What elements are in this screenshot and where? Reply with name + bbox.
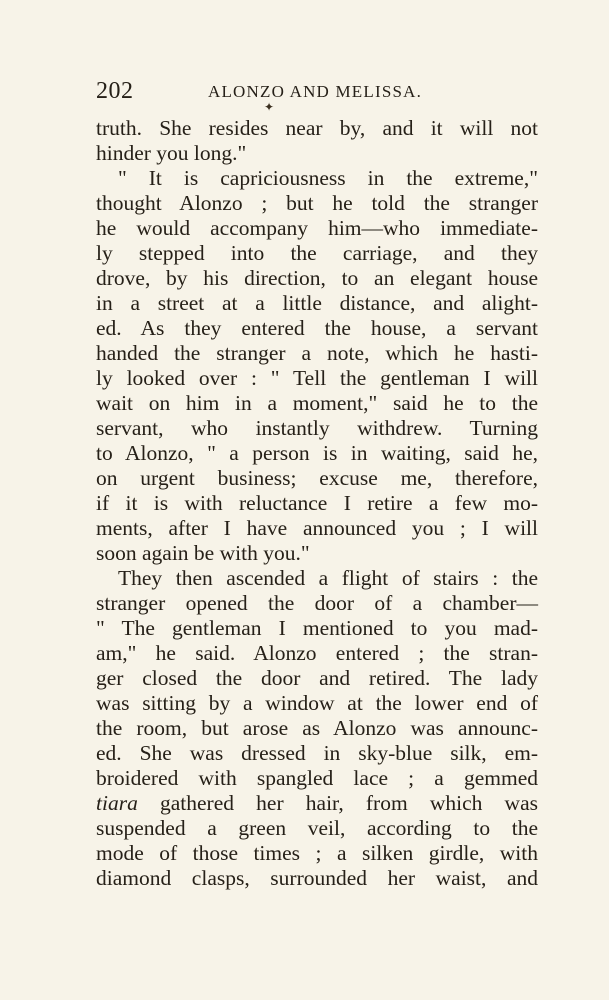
ink-speck: ✦	[264, 100, 275, 114]
running-head	[96, 78, 536, 108]
text-line: ly stepped into the carriage, and they	[96, 241, 538, 265]
text-line: ly looked over : " Tell the gentleman I will	[96, 366, 538, 390]
text-line: " It is capriciousness in the extreme,"	[118, 166, 538, 190]
text-line: diamond clasps, surrounded her waist, and	[96, 866, 538, 890]
text-line: in a street at a little distance, and alight-	[96, 291, 538, 315]
text-line: stranger opened the door of a chamber—	[96, 591, 538, 615]
text-line: mode of those times ; a silken girdle, with	[96, 841, 538, 865]
text-line: he would accompany him—who immediate-	[96, 216, 538, 240]
text-line: wait on him in a moment," said he to the	[96, 391, 538, 415]
running-title: ALONZO AND MELISSA.	[208, 82, 423, 101]
text-line: handed the stranger a note, which he hasti-	[96, 341, 538, 365]
text-line: ed. As they entered the house, a servant	[96, 316, 538, 340]
text-line: hinder you long."	[96, 141, 247, 165]
text-line: drove, by his direction, to an elegant house	[96, 266, 538, 290]
text-line: ments, after I have announced you ; I will	[96, 516, 538, 540]
text-line: soon again be with you."	[96, 541, 310, 565]
text-line: They then ascended a flight of stairs : the	[118, 566, 538, 590]
body-text	[96, 116, 538, 891]
text-line: on urgent business; excuse me, therefore,	[96, 466, 538, 490]
text-line: truth. She resides near by, and it will not	[96, 116, 538, 140]
text-line: ed. She was dressed in sky-blue silk, em-	[96, 741, 538, 765]
page-number: 202	[96, 78, 134, 104]
text-line: broidered with spangled lace ; a gemmed	[96, 766, 538, 790]
text-line: am," he said. Alonzo entered ; the stran-	[96, 641, 538, 665]
text-line: tiara gathered her hair, from which was	[96, 791, 538, 815]
text-line: " The gentleman I mentioned to you mad-	[96, 616, 538, 640]
italic-word: tiara	[96, 791, 138, 815]
text-line: servant, who instantly withdrew. Turning	[96, 416, 538, 440]
text-line: thought Alonzo ; but he told the stranger	[96, 191, 538, 215]
text-line: suspended a green veil, according to the	[96, 816, 538, 840]
text-line: to Alonzo, " a person is in waiting, said he,	[96, 441, 538, 465]
text-line: was sitting by a window at the lower end of	[96, 691, 538, 715]
text-line: if it is with reluctance I retire a few mo-	[96, 491, 538, 515]
text-line: ger closed the door and retired. The lady	[96, 666, 538, 690]
text-line: the room, but arose as Alonzo was announc-	[96, 716, 538, 740]
